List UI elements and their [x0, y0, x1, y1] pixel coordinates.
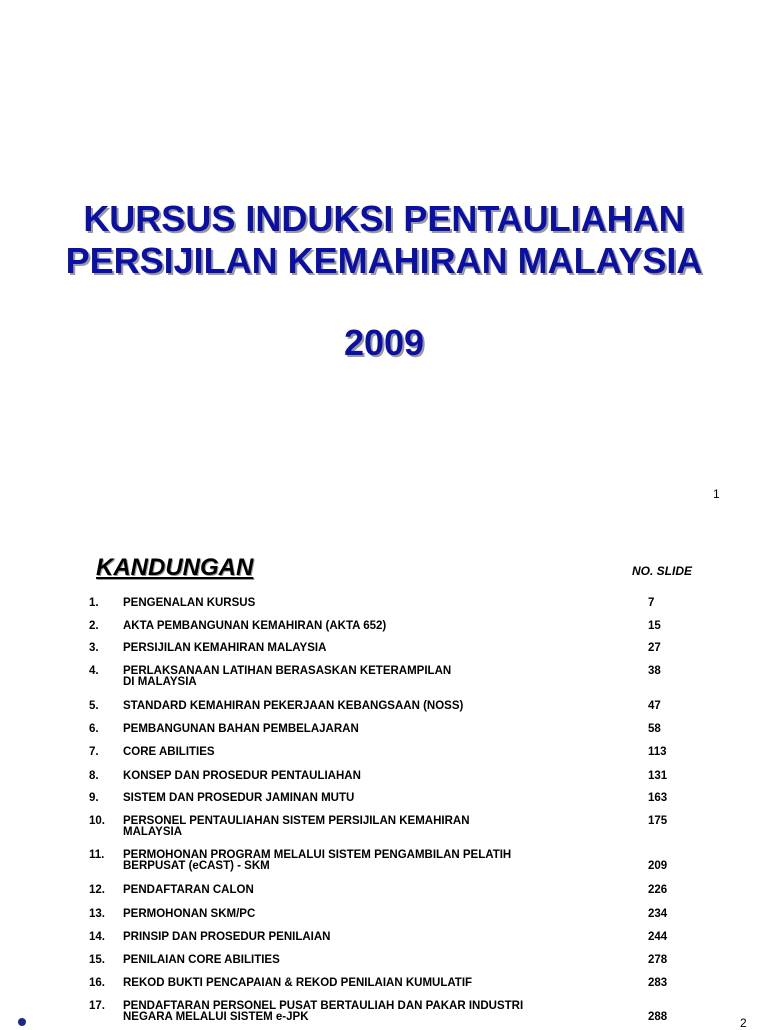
- toc-item-slide-number: 38: [648, 665, 661, 677]
- toc-item-number: 15.: [89, 954, 105, 966]
- toc-item-number: 4.: [89, 665, 99, 677]
- toc-item-title-line: PERSIJILAN KEMAHIRAN MALAYSIA: [123, 642, 327, 654]
- toc-item-title-line: CORE ABILITIES: [123, 746, 215, 758]
- page-number-2: 2: [740, 1016, 747, 1030]
- title-line-2: PERSIJILAN KEMAHIRAN MALAYSIA: [65, 240, 703, 281]
- toc-item-slide-number: 278: [648, 954, 668, 966]
- toc-item-title: [123, 885, 623, 896]
- toc-item-number: 8.: [89, 770, 99, 782]
- toc-item-title: [123, 598, 623, 609]
- toc-item-title: [123, 932, 623, 943]
- title-year: 2009: [343, 322, 425, 363]
- toc-item-slide-number: 288: [648, 1011, 668, 1023]
- toc-item-title-line: BERPUSAT (eCAST) - SKM: [123, 860, 270, 872]
- toc-item-title: [123, 701, 623, 712]
- toc-item-number: 16.: [89, 977, 105, 989]
- toc-item-title-line: PERLAKSANAAN LATIHAN BERASASKAN KETERAMPILAN: [123, 665, 452, 677]
- toc-item-title-line: PEMBANGUNAN BAHAN PEMBELAJARAN: [123, 723, 359, 735]
- toc-item-number: 1.: [89, 597, 99, 609]
- toc-item-title-line: KONSEP DAN PROSEDUR PENTAULIAHAN: [123, 770, 361, 782]
- toc-item-slide-number: 234: [648, 908, 668, 920]
- toc-item-slide-number: 209: [648, 860, 668, 872]
- toc-item-title: [123, 955, 623, 966]
- toc-item-title: [123, 643, 623, 654]
- toc-item-number: 6.: [89, 723, 99, 735]
- title-line-1: KURSUS INDUKSI PENTAULIAHAN: [83, 198, 685, 239]
- toc-item-title-line: PENDAFTARAN PERSONEL PUSAT BERTAULIAH DAN PAKAR INDUSTRI: [123, 1000, 524, 1012]
- toc-item-number: 13.: [89, 908, 105, 920]
- toc-item-number: 14.: [89, 931, 105, 943]
- toc-item-title-line: AKTA PEMBANGUNAN KEMAHIRAN (AKTA 652): [123, 620, 387, 632]
- toc-item-slide-number: 163: [648, 792, 668, 804]
- toc-item-slide-number: 226: [648, 884, 668, 896]
- toc-item-title: [123, 621, 623, 632]
- toc-item-title-line: MALAYSIA: [123, 826, 182, 838]
- toc-item-title-line: NEGARA MELALUI SISTEM e-JPK: [123, 1011, 309, 1023]
- toc-item-number: 9.: [89, 792, 99, 804]
- toc-item-title: [123, 978, 623, 989]
- toc-item-title-line: PERSONEL PENTAULIAHAN SISTEM PERSIJILAN KEMAHIRAN: [123, 815, 470, 827]
- toc-item-title: [123, 850, 623, 872]
- toc-item-number: 17.: [89, 1000, 105, 1012]
- toc-item-slide-number: 175: [648, 815, 668, 827]
- toc-item-title-line: SISTEM DAN PROSEDUR JAMINAN MUTU: [123, 792, 355, 804]
- toc-item-title-line: PENDAFTARAN CALON: [123, 884, 254, 896]
- toc-item-title: [123, 793, 623, 804]
- toc-item-number: 3.: [89, 642, 99, 654]
- toc-item-title-line: PENILAIAN CORE ABILITIES: [123, 954, 280, 966]
- toc-item-slide-number: 58: [648, 723, 661, 735]
- toc-item-slide-number: 244: [648, 931, 668, 943]
- toc-item-number: 7.: [89, 746, 99, 758]
- toc-item-number: 5.: [89, 700, 99, 712]
- toc-item-number: 10.: [89, 815, 105, 827]
- toc-item-title: [123, 747, 623, 758]
- contents-slide: [0, 512, 768, 1024]
- toc-item-number: 2.: [89, 620, 99, 632]
- toc-item-title-line: PENGENALAN KURSUS: [123, 597, 256, 609]
- toc-item-title-line: DI MALAYSIA: [123, 676, 197, 688]
- toc-item-slide-number: 47: [648, 700, 661, 712]
- toc-item-title: [123, 909, 623, 920]
- contents-heading: KANDUNGAN: [96, 554, 254, 581]
- toc-item-slide-number: 113: [648, 746, 667, 758]
- title-slide: [0, 0, 768, 512]
- toc-item-title-line: PRINSIP DAN PROSEDUR PENILAIAN: [123, 931, 331, 943]
- toc-item-title: [123, 771, 623, 782]
- corner-bullet-icon: [18, 1018, 26, 1026]
- toc-item-number: 12.: [89, 884, 105, 896]
- toc-item-title-line: PERMOHONAN PROGRAM MELALUI SISTEM PENGAMBILAN PELATIH: [123, 849, 512, 861]
- page-number-1: 1: [713, 487, 720, 501]
- toc-item-title: [123, 1001, 623, 1023]
- toc-item-slide-number: 131: [648, 770, 668, 782]
- toc-item-title-line: REKOD BUKTI PENCAPAIAN & REKOD PENILAIAN KUMULATIF: [123, 977, 473, 989]
- toc-item-title: [123, 666, 623, 688]
- toc-item-slide-number: 27: [648, 642, 661, 654]
- toc-item-slide-number: 283: [648, 977, 668, 989]
- toc-item-title: [123, 724, 623, 735]
- toc-item-title: [123, 816, 623, 838]
- toc-item-title-line: PERMOHONAN SKM/PC: [123, 908, 256, 920]
- toc-item-slide-number: 7: [648, 597, 655, 609]
- toc-item-title-line: STANDARD KEMAHIRAN PEKERJAAN KEBANGSAAN (NOSS): [123, 700, 464, 712]
- toc-item-number: 11.: [89, 849, 105, 861]
- toc-item-slide-number: 15: [648, 620, 661, 632]
- slide-number-column-header: NO. SLIDE: [632, 564, 693, 578]
